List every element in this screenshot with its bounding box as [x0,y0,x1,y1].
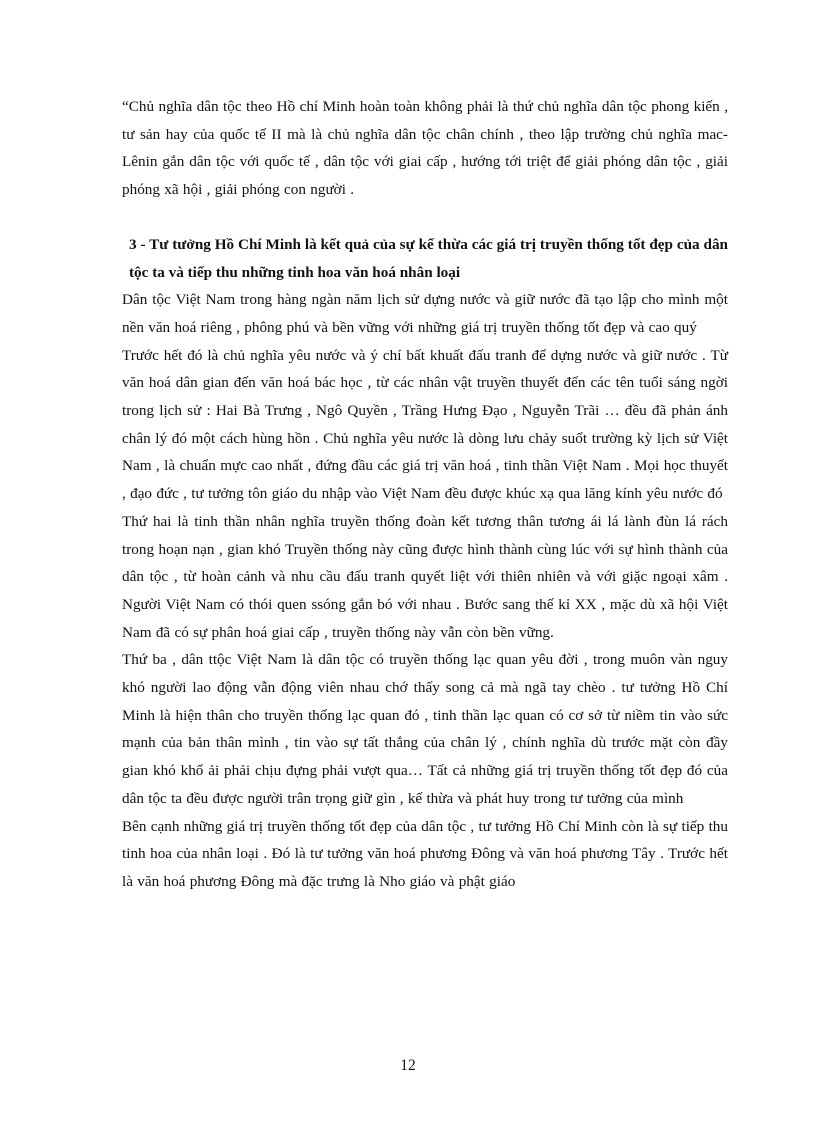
section-heading: 3 - Tư tưởng Hồ Chí Minh là kết quả của sự kế thừa các giá trị truyền thống tốt đẹp của dân tộc ta và tiếp thu những tinh hoa văn hoá nhân loại [129,235,728,281]
body-paragraph-2: Trước hết đó là chủ nghĩa yêu nước và ý chí bất khuất đấu tranh để dựng nước và giữ nước . Từ văn hoá dân gian đến văn hoá bác học , từ các nhân vật truyền thuyết đến các tên tuổi sáng ngời trong lịch sử : Hai Bà Trưng , Ngô Quyền , Trầng Hưng Đạo , Nguyễn Trãi … đều đã phản ánh chân lý đó một cách hùng hồn . Chủ nghĩa yêu nước là dòng lưu chảy suốt trường kỳ lịch sử Việt Nam , là chuẩn mực cao nhất , đứng đầu các giá trị văn hoá , tinh thần Việt Nam . Mọi học thuyết , đạo đức , tư tưởng tôn giáo du nhập vào Việt Nam đều được khúc xạ qua lăng kính yêu nước đó [122,346,728,503]
body-paragraph-3: Thứ hai là tinh thần nhân nghĩa truyền thống đoàn kết tương thân tương ái lá lành đùn lá rách trong hoạn nạn , gian khó Truyền thống này cũng được hình thành cùng lúc với sự hình thành của dân tộc , từ hoàn cảnh và nhu cầu đấu tranh quyết liệt với thiên nhiên và với giặc ngoại xâm . Người Việt Nam có thói quen ssóng gắn bó với nhau . Bước sang thế kỉ XX , mặc dù xã hội Việt Nam đã có sự phân hoá giai cấp , truyền thống này vẫn còn bền vững. [122,512,728,641]
body-paragraph-4: Thứ ba , dân ttộc Việt Nam là dân tộc có truyền thống lạc quan yêu đời , trong muôn vàn nguy khó người lao động vẫn động viên nhau chớ thấy song cả mà ngã tay chèo . tư tưởng Hồ Chí Minh là hiện thân cho truyền thống lạc quan đó , tinh thần lạc quan có cơ sở từ niềm tin vào sức mạnh của bản thân mình , tin vào sự tất thắng của chân lý , chính nghĩa dù trước mặt còn đầy gian khó khổ ải phải chịu đựng phải vượt qua… Tất cả những giá trị truyền thống tốt đẹp đó của dân tộc ta đều được người trân trọng giữ gìn , kế thừa và phát huy trong tư tưởng của mình [122,651,728,807]
section-spacer [122,204,728,231]
document-page [122,93,728,896]
page-number: 12 [400,1057,416,1074]
body-paragraph-1: Dân tộc Việt Nam trong hàng ngàn năm lịch sử dựng nước và giữ nước đã tạo lập cho mình một nền văn hoá riêng , phông phú và bền vững với những giá trị truyền thống tốt đẹp và cao quý [122,291,728,336]
intro-paragraph: “Chủ nghĩa dân tộc theo Hồ chí Minh hoàn toàn không phải là thứ chủ nghĩa dân tộc phong kiến , tư sản hay của quốc tế II mà là chủ nghĩa dân tộc chân chính , theo lập trường chủ nghĩa mac-Lênin gắn dân tộc với quốc tế , dân tộc với giai cấp , hướng tới triệt để giải phóng dân tộc , giải phóng xã hội , giải phóng con người . [122,98,728,199]
body-paragraph-5: Bên cạnh những giá trị truyền thống tốt đẹp của dân tộc , tư tưởng Hồ Chí Minh còn là sự tiếp thu tinh hoa của nhân loại . Đó là tư tưởng văn hoá phương Đông và văn hoá phương Tây . Trước hết là văn hoá phương Đông mà đặc trưng là Nho giáo và phật giáo [122,817,728,890]
